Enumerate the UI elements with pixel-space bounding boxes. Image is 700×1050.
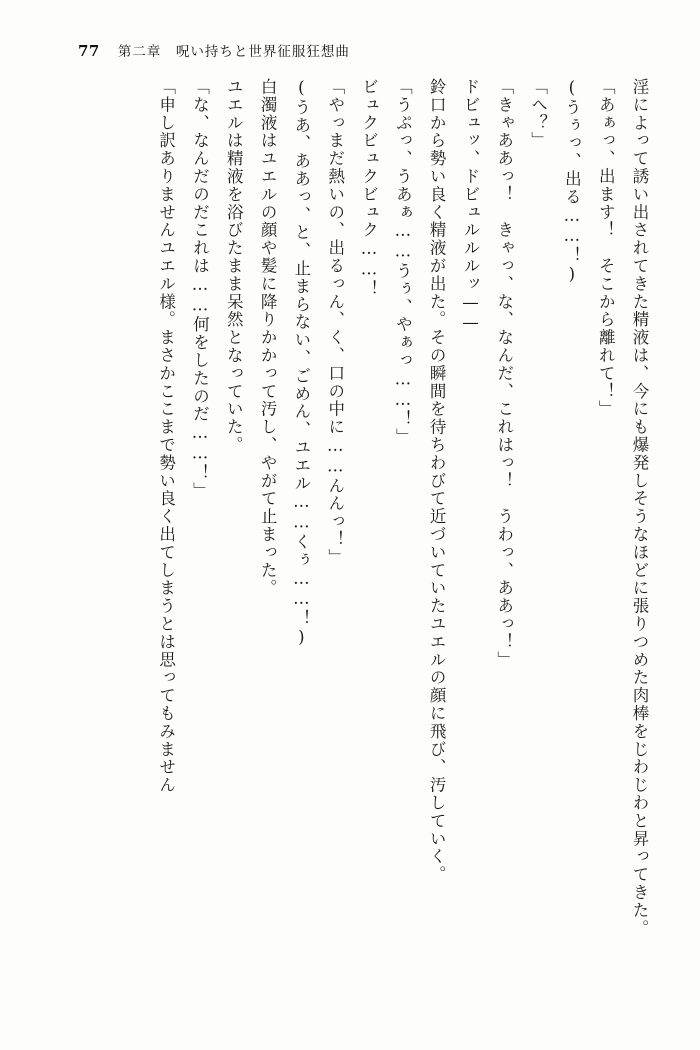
chapter-title: 第二章 呪い持ちと世界征服狂想曲 [117, 44, 350, 60]
paragraph: ビュクビュクビュク……！ [359, 78, 379, 298]
paragraph: 「うぷっ、うあぁ……うぅ、やぁっ……！」 [393, 78, 413, 446]
running-head [78, 40, 622, 60]
paragraph: 「きゃああっ！ きゃっ、な、なんだ、これはっ！ うわっ、ああっ！」 [494, 78, 514, 669]
paragraph: 「へ？」 [528, 78, 548, 150]
paragraph: ドビュッ、ドビュルルルッ—— [460, 78, 480, 334]
paragraph: 「あぁっ、出ます！ そこから離れて！」 [596, 78, 616, 419]
paragraph: 「な、なんだのだこれは……何をしたのだ……！」 [190, 78, 210, 500]
page-number: 77 [78, 42, 100, 60]
paragraph: (うあ、ああっ、と、止まらない、ごめん、ユエル……くぅ……！) [291, 78, 311, 648]
paragraph: 鈴口から勢い良く精液が出た。その瞬間を待ちわびて近づいていたユエルの顔に飛び、汚していく。 [427, 78, 447, 884]
paragraph: (うぅっ、出る……！) [562, 78, 582, 285]
paragraph: 「申し訳ありませんユエル様。まさかここまで勢い良く出てしまうとは思ってもみません [156, 78, 176, 794]
paragraph: 淫によって誘い出されてきた精液は、今にも爆発しそうなほどに張りつめた肉棒をじわじわと昇ってきた。 [630, 78, 649, 938]
paragraph: 白濁液はユエルの顔や髪に降りかかって汚し、やがて止まった。 [258, 78, 278, 598]
paragraph: 「やっまだ熱いの、出るっん、く、口の中に……んんっ！」 [325, 78, 345, 567]
body-text [44, 78, 656, 1008]
paragraph: ユエルは精液を浴びたまま呆然となっていた。 [224, 78, 244, 454]
